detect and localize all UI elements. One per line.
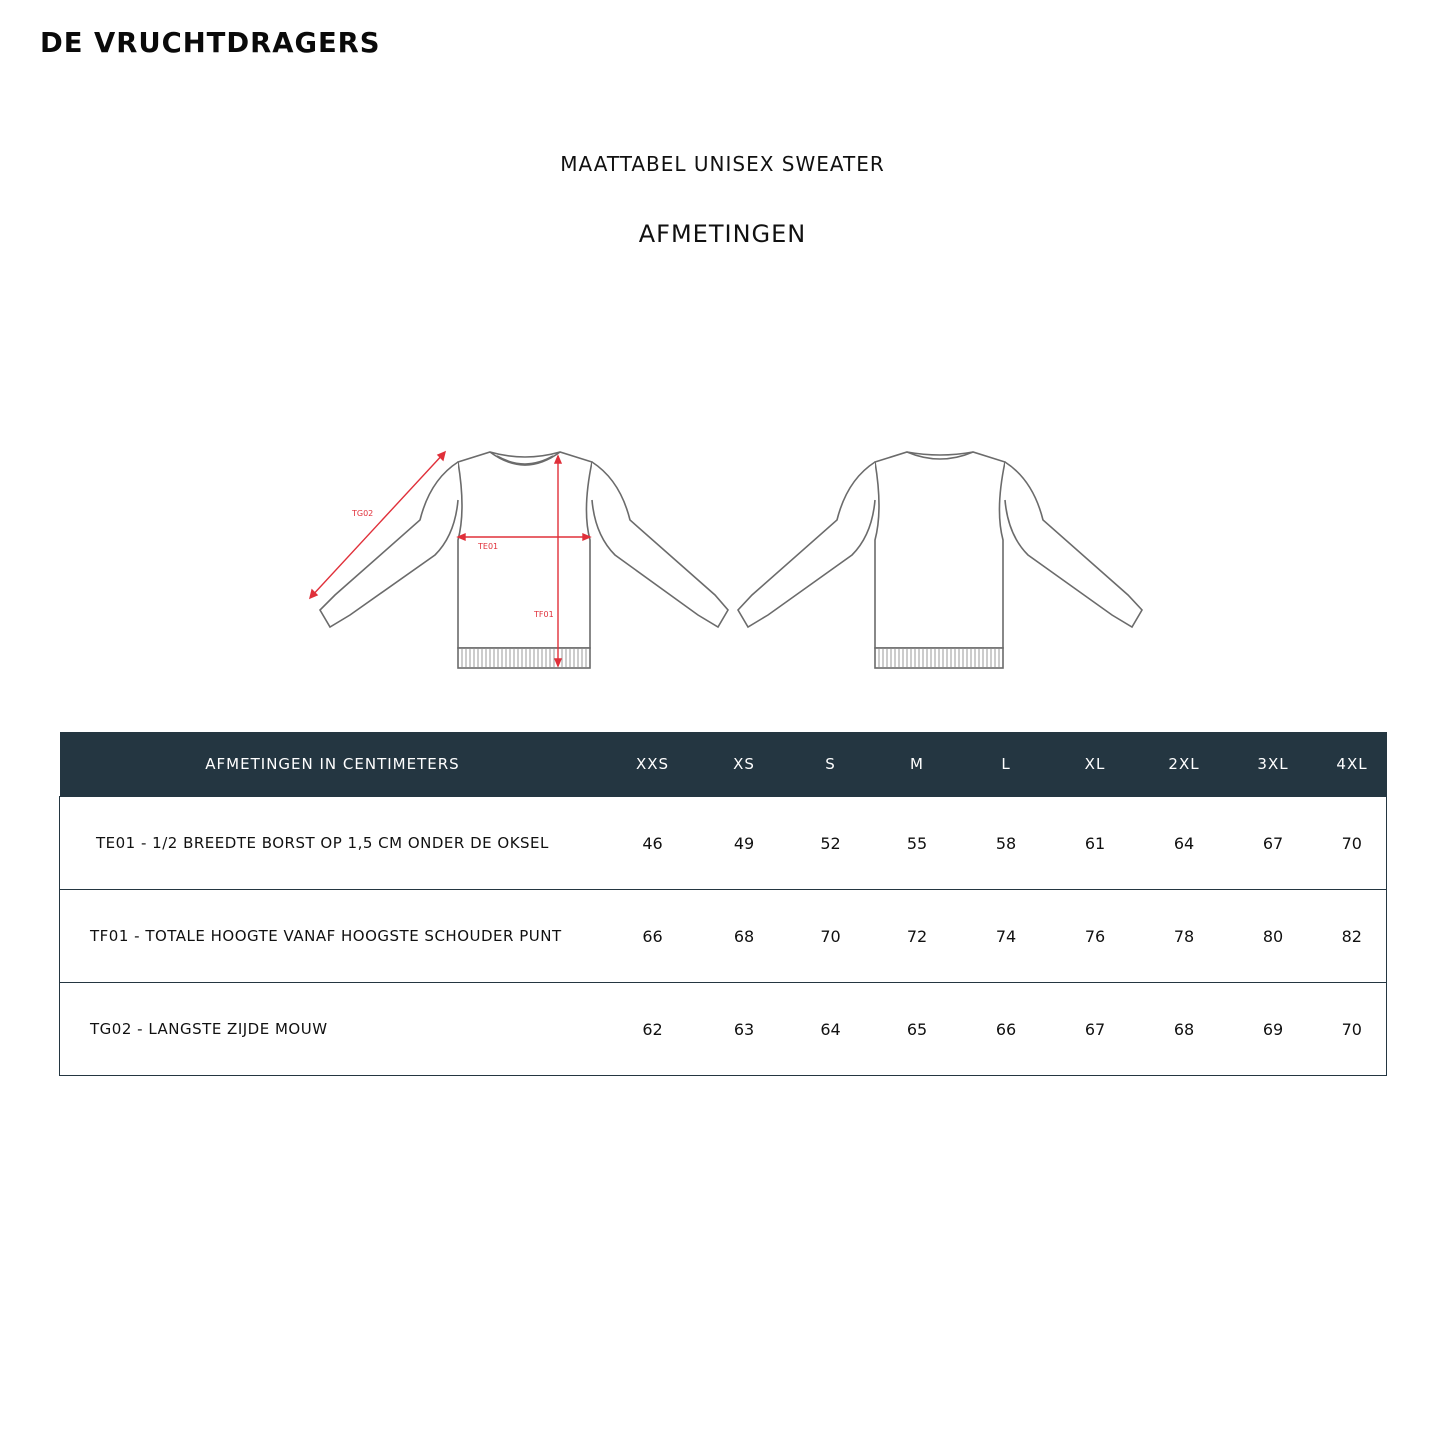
size-header: XL	[1051, 732, 1140, 797]
table-cell: 58	[962, 797, 1051, 890]
table-cell: 76	[1051, 890, 1140, 983]
sweater-back-illustration	[738, 452, 1142, 668]
table-cell: 61	[1051, 797, 1140, 890]
table-cell: 52	[789, 797, 873, 890]
brand-logo: DE VRUCHTDRAGERS	[40, 26, 381, 59]
sweater-diagram	[290, 440, 1160, 680]
table-cell: 66	[962, 983, 1051, 1076]
page-title: AFMETINGEN	[638, 220, 807, 248]
table-cell: 67	[1051, 983, 1140, 1076]
size-header: 2XL	[1140, 732, 1229, 797]
label-sleeve: TG02	[352, 509, 374, 518]
table-cell: 64	[1140, 797, 1229, 890]
table-cell: 69	[1229, 983, 1318, 1076]
sweater-front-illustration	[320, 452, 728, 668]
table-cell: 62	[606, 983, 700, 1076]
row-label: TG02 - LANGSTE ZIJDE MOUW	[60, 983, 606, 1076]
table-cell: 72	[873, 890, 962, 983]
table-cell: 78	[1140, 890, 1229, 983]
size-header: L	[962, 732, 1051, 797]
page-subtitle: MAATTABEL UNISEX SWEATER	[560, 152, 885, 176]
table-cell: 49	[700, 797, 789, 890]
table-cell: 82	[1318, 890, 1387, 983]
table-cell: 46	[606, 797, 700, 890]
size-header: XS	[700, 732, 789, 797]
header-label: AFMETINGEN IN CENTIMETERS	[60, 732, 606, 797]
size-table	[59, 732, 1387, 1076]
table-cell: 80	[1229, 890, 1318, 983]
size-header: 4XL	[1318, 732, 1387, 797]
table-cell: 68	[700, 890, 789, 983]
table-cell: 67	[1229, 797, 1318, 890]
table-cell: 65	[873, 983, 962, 1076]
table-cell: 64	[789, 983, 873, 1076]
table-cell: 70	[789, 890, 873, 983]
table-row	[60, 983, 1387, 1076]
table-cell: 68	[1140, 983, 1229, 1076]
table-cell: 63	[700, 983, 789, 1076]
table-cell: 74	[962, 890, 1051, 983]
row-label: TE01 - 1/2 BREEDTE BORST OP 1,5 CM ONDER DE OKSEL	[60, 797, 606, 890]
label-chest: TE01	[478, 542, 499, 551]
table-cell: 70	[1318, 797, 1387, 890]
table-cell: 70	[1318, 983, 1387, 1076]
size-header: 3XL	[1229, 732, 1318, 797]
table-cell: 55	[873, 797, 962, 890]
table-cell: 66	[606, 890, 700, 983]
table-row	[60, 890, 1387, 983]
size-header: XXS	[606, 732, 700, 797]
table-header-row	[60, 732, 1387, 797]
table-row	[60, 797, 1387, 890]
size-header: S	[789, 732, 873, 797]
label-height: TF01	[534, 610, 554, 619]
row-label: TF01 - TOTALE HOOGTE VANAF HOOGSTE SCHOUDER PUNT	[60, 890, 606, 983]
size-header: M	[873, 732, 962, 797]
